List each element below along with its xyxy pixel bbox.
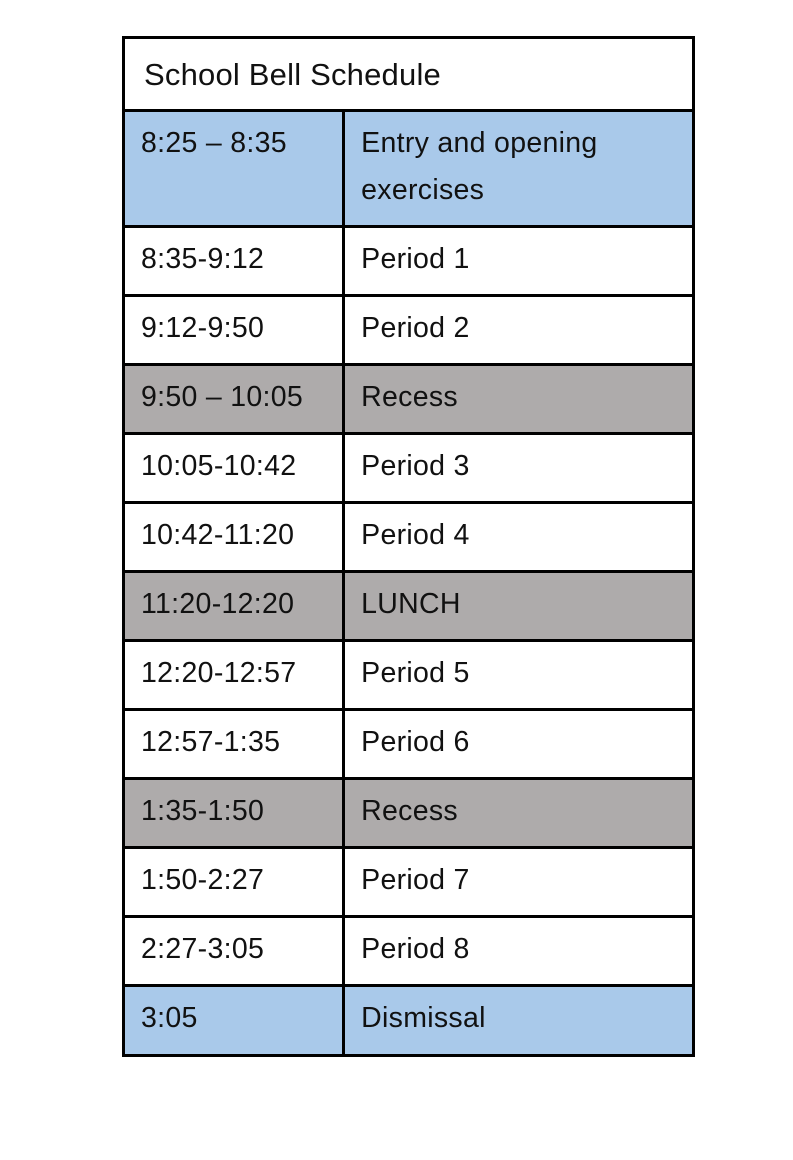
event-text: Entry and opening exercises <box>361 127 598 206</box>
event-text: LUNCH <box>361 588 461 620</box>
table-row <box>124 111 694 227</box>
time-text: 12:20-12:57 <box>141 657 297 689</box>
time-cell <box>124 296 344 365</box>
event-text: Period 2 <box>361 312 470 344</box>
event-text: Period 7 <box>361 864 470 896</box>
event-cell <box>344 227 694 296</box>
time-cell <box>124 503 344 572</box>
time-cell <box>124 710 344 779</box>
event-text: Period 6 <box>361 726 470 758</box>
time-text: 1:50-2:27 <box>141 864 265 896</box>
table-row <box>124 296 694 365</box>
event-text: Period 5 <box>361 657 470 689</box>
table-row <box>124 779 694 848</box>
event-text: Dismissal <box>361 1002 486 1034</box>
event-cell <box>344 111 694 227</box>
table-row <box>124 848 694 917</box>
title-cell <box>124 38 694 111</box>
event-text: Period 1 <box>361 243 470 275</box>
time-cell <box>124 917 344 986</box>
event-text: Period 3 <box>361 450 470 482</box>
time-cell <box>124 986 344 1056</box>
table-row <box>124 572 694 641</box>
bell-schedule-table <box>122 36 695 1057</box>
time-cell <box>124 365 344 434</box>
time-cell <box>124 848 344 917</box>
time-cell <box>124 434 344 503</box>
time-text: 9:12-9:50 <box>141 312 265 344</box>
table-row <box>124 986 694 1056</box>
event-text: Recess <box>361 795 458 827</box>
table-row <box>124 710 694 779</box>
event-cell <box>344 986 694 1056</box>
time-text: 8:25 – 8:35 <box>141 127 287 159</box>
table-row <box>124 641 694 710</box>
event-cell <box>344 779 694 848</box>
table-row <box>124 503 694 572</box>
event-text: Period 4 <box>361 519 470 551</box>
event-text: Recess <box>361 381 458 413</box>
time-text: 8:35-9:12 <box>141 243 265 275</box>
time-text: 1:35-1:50 <box>141 795 265 827</box>
event-cell <box>344 641 694 710</box>
time-cell <box>124 641 344 710</box>
time-cell <box>124 572 344 641</box>
time-text: 2:27-3:05 <box>141 933 265 965</box>
time-cell <box>124 227 344 296</box>
event-text: Period 8 <box>361 933 470 965</box>
time-text: 11:20-12:20 <box>141 588 295 620</box>
time-text: 12:57-1:35 <box>141 726 281 758</box>
event-cell <box>344 917 694 986</box>
table-row <box>124 434 694 503</box>
event-cell <box>344 296 694 365</box>
time-text: 9:50 – 10:05 <box>141 381 304 413</box>
table-row <box>124 917 694 986</box>
time-cell <box>124 779 344 848</box>
event-cell <box>344 848 694 917</box>
event-cell <box>344 434 694 503</box>
table-row <box>124 365 694 434</box>
event-cell <box>344 710 694 779</box>
title-row <box>124 38 694 111</box>
time-text: 10:05-10:42 <box>141 450 297 482</box>
event-cell <box>344 572 694 641</box>
event-cell <box>344 365 694 434</box>
schedule-title: School Bell Schedule <box>144 57 441 92</box>
time-text: 3:05 <box>141 1002 198 1034</box>
event-cell <box>344 503 694 572</box>
time-text: 10:42-11:20 <box>141 519 295 551</box>
table-row <box>124 227 694 296</box>
time-cell <box>124 111 344 227</box>
